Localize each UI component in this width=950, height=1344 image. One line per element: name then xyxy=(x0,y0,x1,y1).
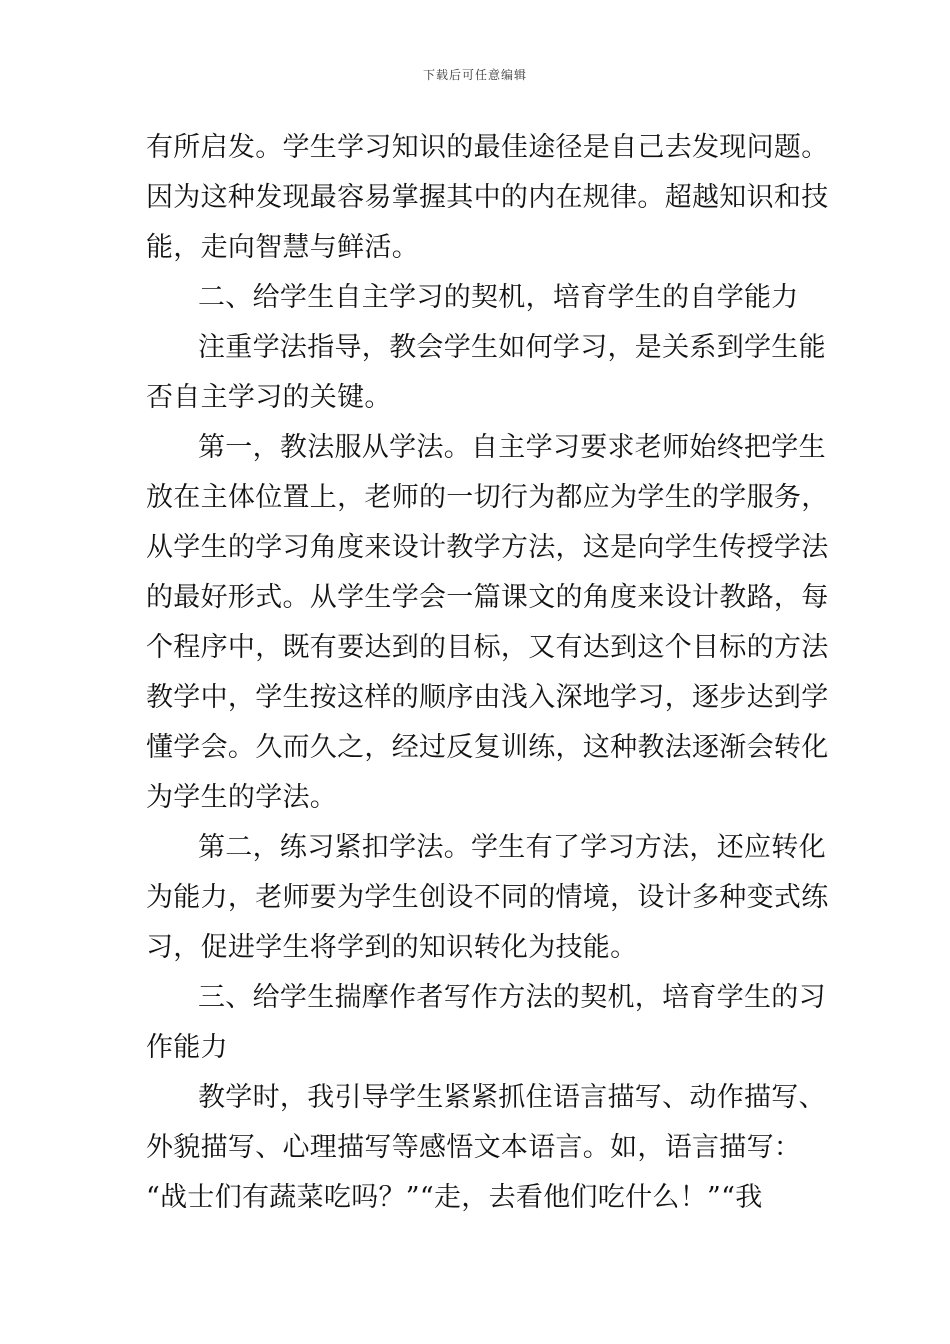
text-line: 放在主体位置上，老师的一切行为都应为学生的学服务， xyxy=(146,482,829,513)
text-line: 从学生的学习角度来设计教学方法，这是向学生传授学法 xyxy=(146,532,829,563)
text-line: 教学中，学生按这样的顺序由浅入深地学习，逐步达到学 xyxy=(146,682,829,713)
text-line: “战士们有蔬菜吃吗？”“走，去看他们吃什么！”“我 xyxy=(146,1182,763,1213)
section-heading: 三、给学生揣摩作者写作方法的契机，培育学生的习 xyxy=(198,982,826,1013)
section-heading-continued: 作能力 xyxy=(146,1032,228,1063)
text-line: 第一，教法服从学法。自主学习要求老师始终把学生 xyxy=(198,432,826,463)
text-line: 的最好形式。从学生学会一篇课文的角度来设计教路，每 xyxy=(146,582,829,613)
text-line: 第二，练习紧扣学法。学生有了学习方法，还应转化 xyxy=(198,832,826,863)
text-line: 为能力，老师要为学生创设不同的情境，设计多种变式练 xyxy=(146,882,829,913)
text-line: 外貌描写、心理描写等感悟文本语言。如，语言描写： xyxy=(146,1132,802,1163)
text-line: 否自主学习的关键。 xyxy=(146,382,392,413)
text-line: 为学生的学法。 xyxy=(146,782,338,813)
text-line: 教学时，我引导学生紧紧抓住语言描写、动作描写、 xyxy=(198,1082,826,1113)
text-line: 个程序中，既有要达到的目标，又有达到这个目标的方法 xyxy=(146,632,829,663)
text-line: 懂学会。久而久之，经过反复训练，这种教法逐渐会转化 xyxy=(146,732,829,763)
text-line: 习，促进学生将学到的知识转化为技能。 xyxy=(146,932,638,963)
text-line: 注重学法指导，教会学生如何学习，是关系到学生能 xyxy=(198,332,826,363)
text-line: 因为这种发现最容易掌握其中的内在规律。超越知识和技 xyxy=(146,182,829,213)
text-line: 能，走向智慧与鲜活。 xyxy=(146,232,419,263)
page-header-note: 下载后可任意编辑 xyxy=(422,68,527,82)
text-line: 有所启发。学生学习知识的最佳途径是自己去发现问题。 xyxy=(146,132,829,163)
section-heading: 二、给学生自主学习的契机，培育学生的自学能力 xyxy=(198,282,799,313)
